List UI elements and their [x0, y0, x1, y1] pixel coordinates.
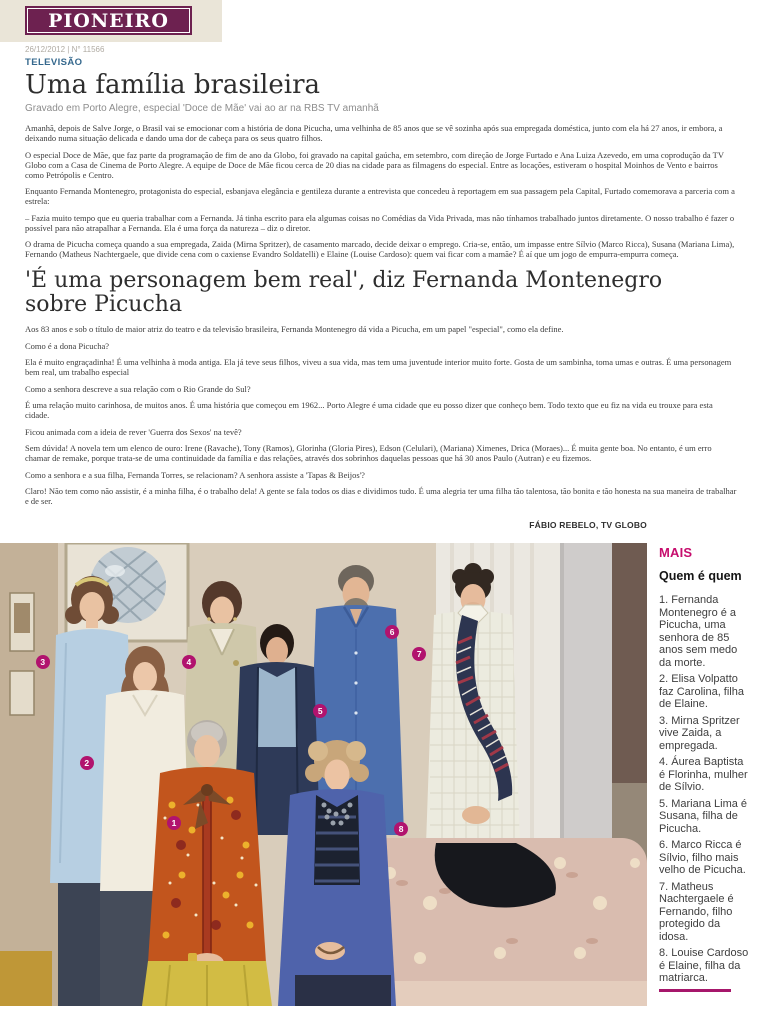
section-label: TELEVISÃO: [25, 57, 83, 68]
who-is-who-item: 7. Matheus Nachtergaele é Fernando, filho protegido da idosa.: [659, 880, 734, 943]
article-headline: Uma família brasileira: [25, 70, 321, 100]
interview-intro: Aos 83 anos e sob o título de maior atriz do teatro e da televisão brasileira, Fernanda Montenegro dá vida a Picucha, em um papel "especial", como ela define.: [25, 324, 564, 334]
interview-answer: Sem dúvida! A novela tem um elenco de ouro: Irene (Ravache), Tony (Ramos), Glorinha (Gloria Pires), Edson (Celulari), (Mariana) Ximenes, Drica (Moraes)... É muita gente boa. No entanto, é um erro chamar de remake, porque trata-se de uma continuidade da família e das relações, através dos sobrinhos daquelas pessoas que há 30 anos Paulo (Autran) e eu fizemos.: [25, 443, 712, 463]
photo-credit: FÁBIO REBELO, TV GLOBO: [529, 520, 647, 530]
article-paragraph: – Fazia muito tempo que eu queria trabalhar com a Fernanda. Já tinha escrito para ela algumas coisas no Comédias da Vida Privada, mas não tínhamos trabalhado juntos diretamente. O nosso trabalho é fazer o possível para não atrapalhar a Fernanda. Ela é uma força da natureza – diz o diretor.: [25, 212, 735, 233]
photo-marker-1: 1: [167, 816, 181, 830]
edition-dateline: 26/12/2012 | N° 11566: [25, 45, 105, 54]
cast-photo-illustration: [0, 543, 647, 1006]
interview-question: Como a senhora e a sua filha, Fernanda Torres, se relacionam? A senhora assiste a 'Tapas & Beijos'?: [25, 469, 365, 480]
photo-marker-5: 5: [313, 704, 327, 718]
article-paragraph: O especial Doce de Mãe, que faz parte da programação de fim de ano da Globo, foi gravado na capital gaúcha, em setembro, com direção de Jorge Furtado e Ana Luiza Azevedo, em uma coprodução da TV Globo com a Casa de Cinema de Porto Alegre. A equipe de Doce de Mãe ficou cerca de 20 dias na cidade para as filmagens do especial. Entre as locações, estiveram o hospital Moinhos de Vento e bairros como Petrópolis e Centro.: [25, 149, 724, 180]
photo-marker-3: 3: [36, 655, 50, 669]
who-is-who-item: 6. Marco Ricca é Sílvio, filho mais velho de Picucha.: [659, 839, 746, 876]
article-paragraph: O drama de Picucha começa quando a sua empregada, Zaida (Mirna Spritzer), de casamento marcado, decide deixar o emprego. Cria-se, então, um impasse entre Sílvio (Marco Ricca), Susana (Mariana Lima), Fernando (Matheus Nachtergaele, que divide cena com o caxiense Evandro Soldatelli) e Elaine (Louise Cardoso): quem vai ficar com a mamãe? É aí que um jogo de empurra-empurra começa.: [25, 239, 735, 259]
pioneiro-logo-frame: [27, 8, 190, 33]
photo-marker-6: 6: [385, 625, 399, 639]
cast-photo: [0, 543, 647, 1006]
photo-marker-4: 4: [182, 655, 196, 669]
who-is-who-item: 8. Louise Cardoso é Elaine, filha da matriarca.: [659, 947, 749, 984]
article-body: [25, 45, 737, 519]
who-is-who-sidebar: [659, 545, 751, 992]
who-is-who-title: Quem é quem: [659, 569, 742, 583]
article-subtitle: Gravado em Porto Alegre, especial 'Doce de Mãe' vai ao ar na RBS TV amanhã: [25, 103, 379, 114]
mais-label: MAIS: [659, 545, 693, 560]
masthead: [0, 0, 222, 42]
interview-question: Como a senhora descreve a sua relação com o Rio Grande do Sul?: [25, 383, 251, 394]
who-is-who-item: 5. Mariana Lima é Susana, filha de Picucha.: [659, 797, 748, 835]
sidebar-rule: [659, 989, 731, 992]
interview-question: Como é a dona Picucha?: [25, 340, 110, 351]
pioneiro-logo-text: PIONEIRO: [48, 9, 169, 32]
article-paragraph: Enquanto Fernanda Montenegro, protagonista do especial, esbanjava elegância e gentileza durante a entrevista que concedeu à reportagem em sua passagem pela Capital, Furtado comemorava a parceria com a estrela:: [25, 186, 735, 206]
interview-answer: Claro! Não tem como não assistir, é a minha filha, é o trabalho dela! A gente se fala todos os dias e dividimos tudo. É uma alegria ter uma filha tão talentosa, tão bonita e tão honesta na sua maneira de trabalhar e de ser.: [25, 486, 737, 506]
who-is-who-item: 1. Fernanda Montenegro é a Picucha, uma senhora de 85 anos sem medo da morte.: [659, 594, 738, 669]
photo-marker-8: 8: [394, 822, 408, 836]
who-is-who-item: 4. Áurea Baptista é Florinha, mulher de Sílvio.: [659, 756, 748, 793]
who-is-who-item: 3. Mirna Spritzer vive Zaida, a empregada.: [659, 714, 740, 752]
pioneiro-logo[interactable]: [25, 6, 192, 35]
interview-question: Ficou animada com a ideia de rever 'Guerra dos Sexos' na tevê?: [25, 426, 242, 437]
photo-marker-7: 7: [412, 647, 426, 661]
article-paragraph: Amanhã, depois de Salve Jorge, o Brasil vai se emocionar com a história de dona Picucha, uma velhinha de 85 anos que se vê sozinha após sua empregada doméstica, junto com ela há 27 anos, ir embora, a deixando numa situação delicada e dando uma dor de cabeça para os seus quatro filhos.: [25, 123, 723, 143]
interview-answer: É uma relação muito carinhosa, de muitos anos. É uma história que começou em 1962... Porto Alegre é uma cidade que eu posso dizer que conheço bem. Todo texto que eu fiz na vida eu trouxe para esta cidade.: [25, 400, 713, 420]
who-is-who-item: 2. Elisa Volpatto faz Carolina, filha de Elaine.: [659, 673, 744, 710]
photo-row: [0, 543, 760, 1006]
interview-answer: Ela é muito engraçadinha! É uma velhinha à moda antiga. Ela já teve seus filhos, viveu a sua vida, mas tem uma juventude interior muito forte. Gosta de um sambinha, toma umas e outras. É uma personagem bem real, um trabalho especial: [25, 357, 732, 377]
photo-marker-2: 2: [80, 756, 94, 770]
interview-subheadline: 'É uma personagem bem real', diz Fernanda Montenegro sobre Picucha: [25, 268, 663, 317]
